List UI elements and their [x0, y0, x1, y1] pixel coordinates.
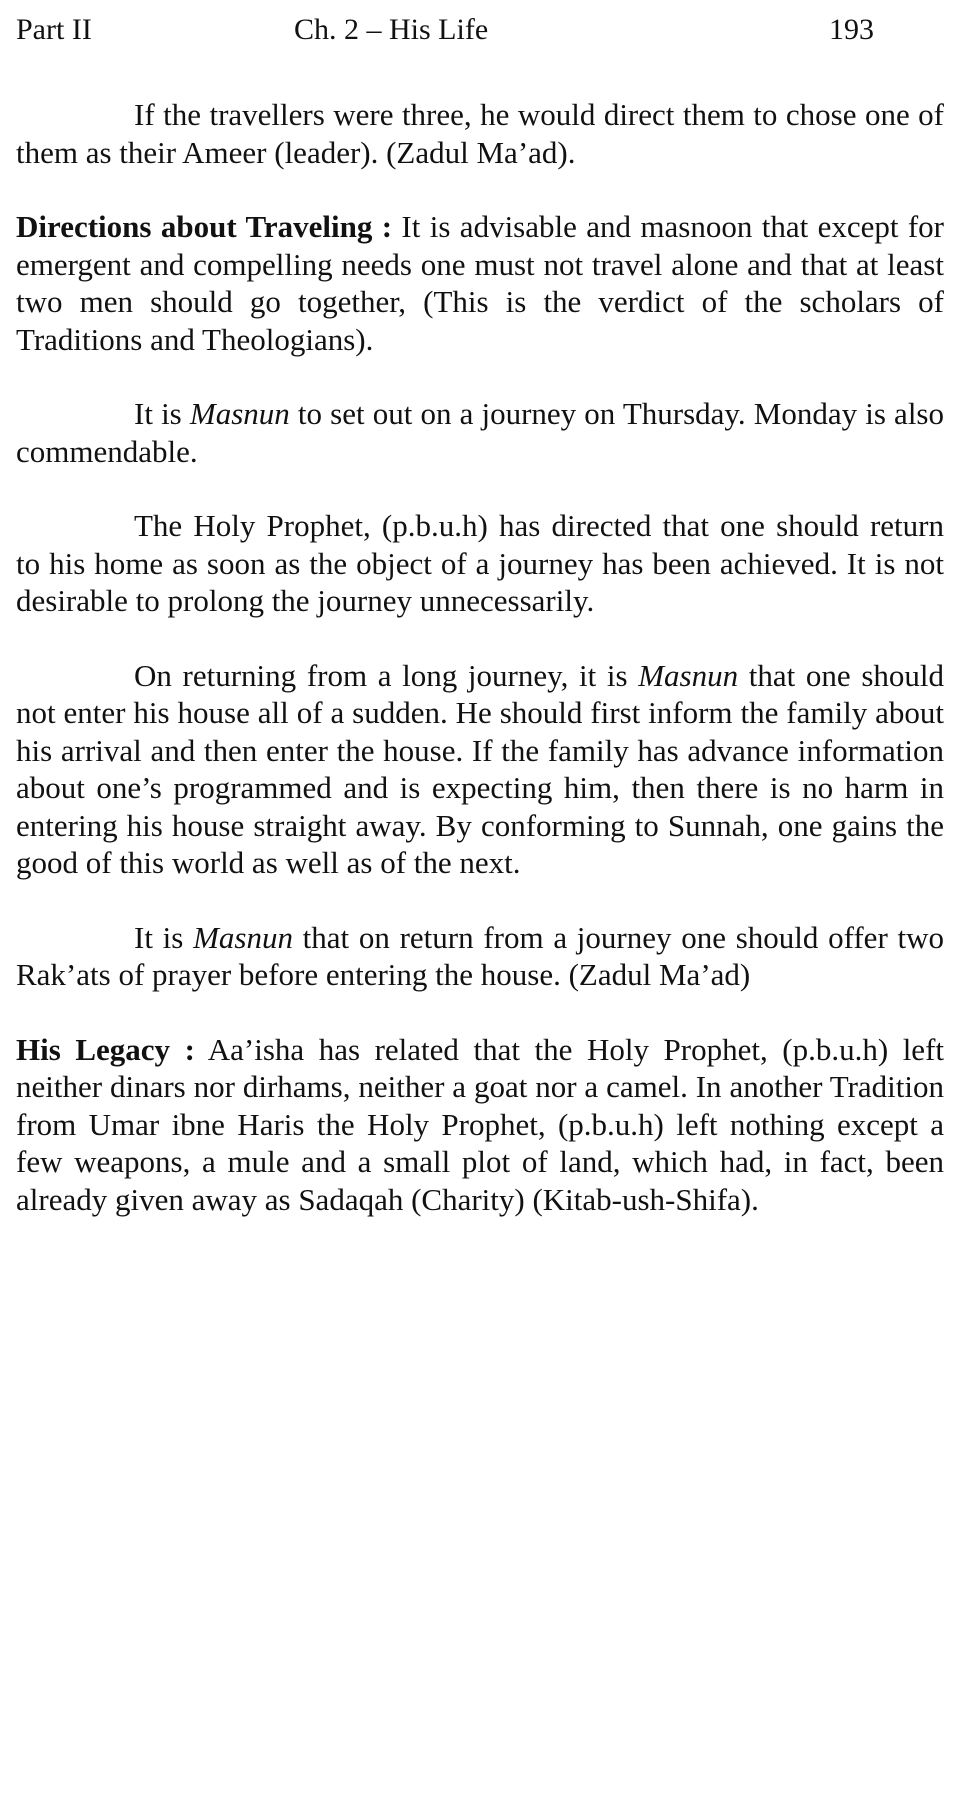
- paragraph-text: On returning from a long journey, it is: [134, 657, 639, 693]
- paragraph-legacy: [16, 1031, 944, 1219]
- part-label: Part II: [16, 13, 92, 46]
- page-body: [16, 96, 944, 1255]
- paragraph-text: It is: [134, 396, 190, 431]
- paragraph-text: that one should not enter his house all of a sudden. He should first inform the family about his arrival and then enter the house. If the family has advance information about one’s programmed and is expecting him, then there is no harm in entering his house straight away. By conforming to Sunnah, one gains the good of this world as well as of the next.: [16, 657, 945, 880]
- paragraph-travellers: [16, 96, 944, 171]
- italic-term: Masnun: [638, 657, 739, 693]
- paragraph-returning: [16, 657, 944, 882]
- paragraph-thursday: [16, 395, 944, 470]
- paragraph-directions: [16, 208, 944, 358]
- page-number: 193: [829, 13, 874, 46]
- paragraph-text: If the travellers were three, he would direct them to chose one of them as their Ameer (leader). (Zadul Ma’ad).: [16, 97, 944, 170]
- chapter-title: Ch. 2 – His Life: [294, 13, 489, 46]
- italic-term: Masnun: [189, 396, 290, 431]
- paragraph-text: that on return from a journey one should offer two Rak’ats of prayer before entering the house. (Zadul Ma’ad): [16, 919, 944, 992]
- paragraph-text: to set out on a journey on Thursday. Monday is also commendable.: [16, 396, 944, 469]
- paragraph-text: It is: [134, 919, 194, 955]
- page-header: [16, 8, 874, 52]
- paragraph-text: The Holy Prophet, (p.b.u.h) has directed that one should return to his home as soon as the object of a journey has been achieved. It is not desirable to prolong the journey unnecessarily.: [16, 508, 944, 618]
- paragraph-text: It is advisable and masnoon that except for emergent and compelling needs one must not travel alone and that at least two men should go together, (This is the verdict of the scholars of Traditions and Theologians).: [16, 209, 945, 357]
- paragraph-prayer: [16, 919, 944, 994]
- paragraph-return-home: [16, 507, 944, 620]
- paragraph-text: Aa’isha has related that the Holy Prophet, (p.b.u.h) left neither dinars nor dirhams, neither a goat nor a camel. In another Tradition from Umar ibne Haris the Holy Prophet, (p.b.u.h) left nothing except a few weapons, a mule and a small plot of land, which had, in fact, been already given away as Sadaqah (Charity) (Kitab-ush-Shifa).: [16, 1031, 945, 1217]
- section-heading: His Legacy :: [16, 1031, 195, 1067]
- section-heading: Directions about Traveling :: [16, 209, 393, 244]
- italic-term: Masnun: [193, 919, 293, 955]
